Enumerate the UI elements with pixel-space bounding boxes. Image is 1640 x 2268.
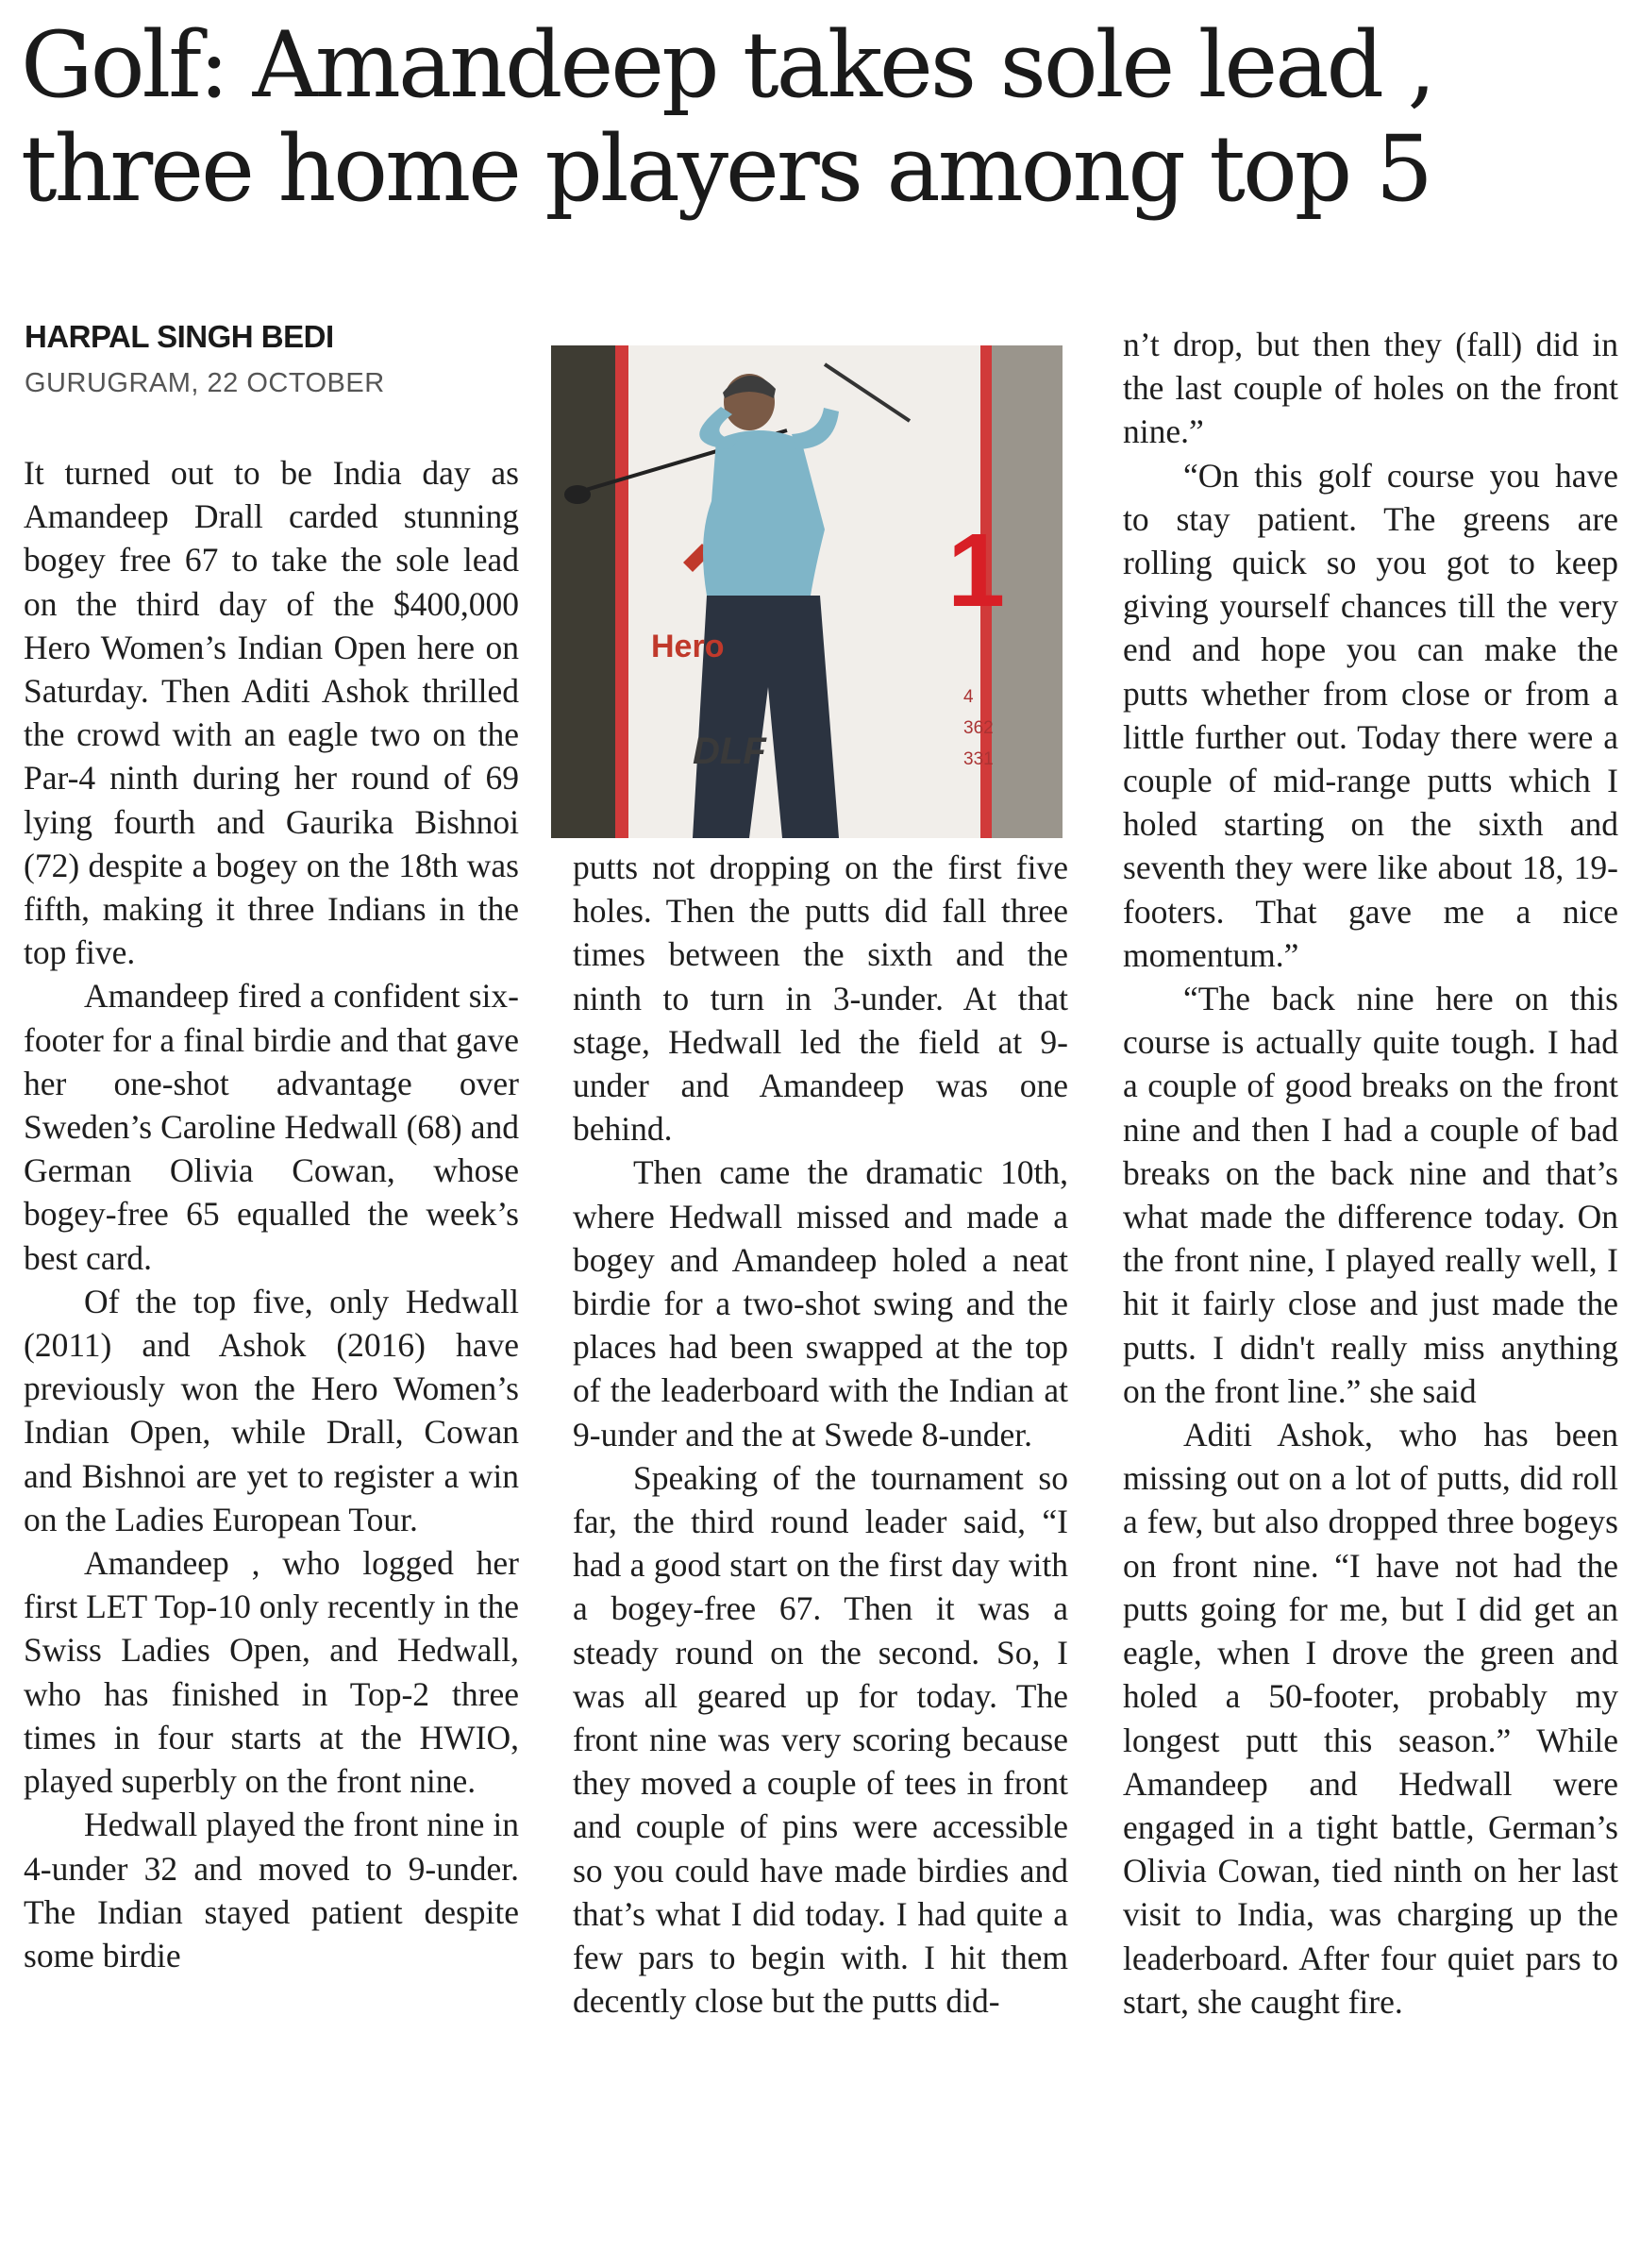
headline [21, 13, 1625, 221]
headline-line-1: Golf: Amandeep takes sole lead , [21, 12, 1433, 118]
paragraph: putts not dropping on the first five holes. Then the putts did fall three times between the sixth and the ninth to turn in 3-under. At that stage, Hedwall led the field at 9-under and Amandeep was one behind. [573, 848, 1068, 1149]
paragraph: Of the top five, only Hedwall (2011) and Ashok (2016) have previously won the Hero Women’s Indian Open, while Drall, Cowan and Bishnoi are yet to register a win on the Ladies European Tour. [24, 1282, 519, 1538]
paragraph: “On this golf course you have to stay patient. The greens are rolling quick so you got to keep giving yourself chances till the very end and hope you can make the putts whether from close or from a little further out. Today there were a couple of mid-range putts which I holed starting on the sixth and seventh they were like about 18, 19-footers. That gave me a nice momentum.” [1123, 456, 1618, 974]
paragraph: It turned out to be India day as Amandeep Drall carded stunning bogey free 67 to take the sole lead on the third day of the $400,000 Hero Women’s Indian Open here on Saturday. Then Aditi Ashok thrilled the crowd with an eagle two on the Par-4 ninth during her round of 69 lying fourth and Gaurika Bishnoi (72) despite a bogey on the 18th was fifth, making it three Indians in the top five. [24, 454, 519, 972]
golfer-photo [551, 345, 1063, 838]
paragraph: Amandeep fired a confident six-footer for a final birdie and that gave her one-shot advantage over Sweden’s Caroline Hedwall (68) and German Olivia Cowan, whose bogey-free 65 equalled the week’s best card. [24, 977, 519, 1277]
dateline: GURUGRAM, 22 OCTOBER [25, 368, 385, 398]
hole-number: 1 [947, 512, 1006, 629]
byline: HARPAL SINGH BEDI [25, 319, 334, 354]
paragraph: n’t drop, but then they (fall) did in the last couple of holes on the front nine.” [1123, 326, 1618, 451]
paragraph: Hedwall played the front nine in 4-under 32 and moved to 9-under. The Indian stayed patient despite some birdie [24, 1806, 519, 1974]
article-column-1 [24, 451, 519, 1977]
sign-par: 4 [963, 687, 974, 707]
paragraph: “The back nine here on this course is actually quite tough. I had a couple of good breaks on the front nine and then I had a couple of bad breaks on the back nine and that’s what made the difference today. On the front nine, I played really well, I hit it fairly close and just made the putts. I didn't really miss anything on the front line.” she said [1123, 980, 1618, 1410]
article-column-3 [1123, 323, 1618, 2024]
sign-sponsor-text: DLF [693, 731, 766, 772]
article-column-2 [573, 846, 1068, 2023]
paragraph: Aditi Ashok, who has been missing out on a lot of putts, did roll a few, but also dropped three bogeys on front nine. “I have not had the putts going for me, but I did get an eagle, when I drove the green and holed a 50-footer, probably my longest putt this season.” While Amandeep and Hedwall were engaged in a tight battle, German’s Olivia Cowan, tied ninth on her last visit to India, was charging up the leaderboard. After four quiet pars to start, she caught fire. [1123, 1416, 1618, 2021]
sign-brand-text: Hero [651, 629, 725, 664]
paragraph: Then came the dramatic 10th, where Hedwall missed and made a bogey and Amandeep holed a neat birdie for a two-shot swing and the places had been swapped at the top of the leaderboard with the Indian at 9-under and the at Swede 8-under. [573, 1153, 1068, 1453]
sign-yardage-2: 331 [963, 749, 994, 769]
headline-line-2: three home players among top 5 [21, 116, 1431, 222]
paragraph: Speaking of the tournament so far, the third round leader said, “I had a good start on the first day with a bogey-free 67. Then it was a steady round on the second. So, I was all geared up for today. The front nine was very scoring because they moved a couple of tees in front and couple of pins were accessible so you could have made birdies and that’s what I did today. I had quite a few pars to begin with. I hit them decently close but the putts did- [573, 1458, 1068, 2021]
paragraph: Amandeep , who logged her first LET Top-10 only recently in the Swiss Ladies Open, and Hedwall, who has finished in Top-2 three times in four starts at the HWIO, played superbly on the front nine. [24, 1544, 519, 1801]
sign-yardage-1: 362 [963, 718, 994, 738]
